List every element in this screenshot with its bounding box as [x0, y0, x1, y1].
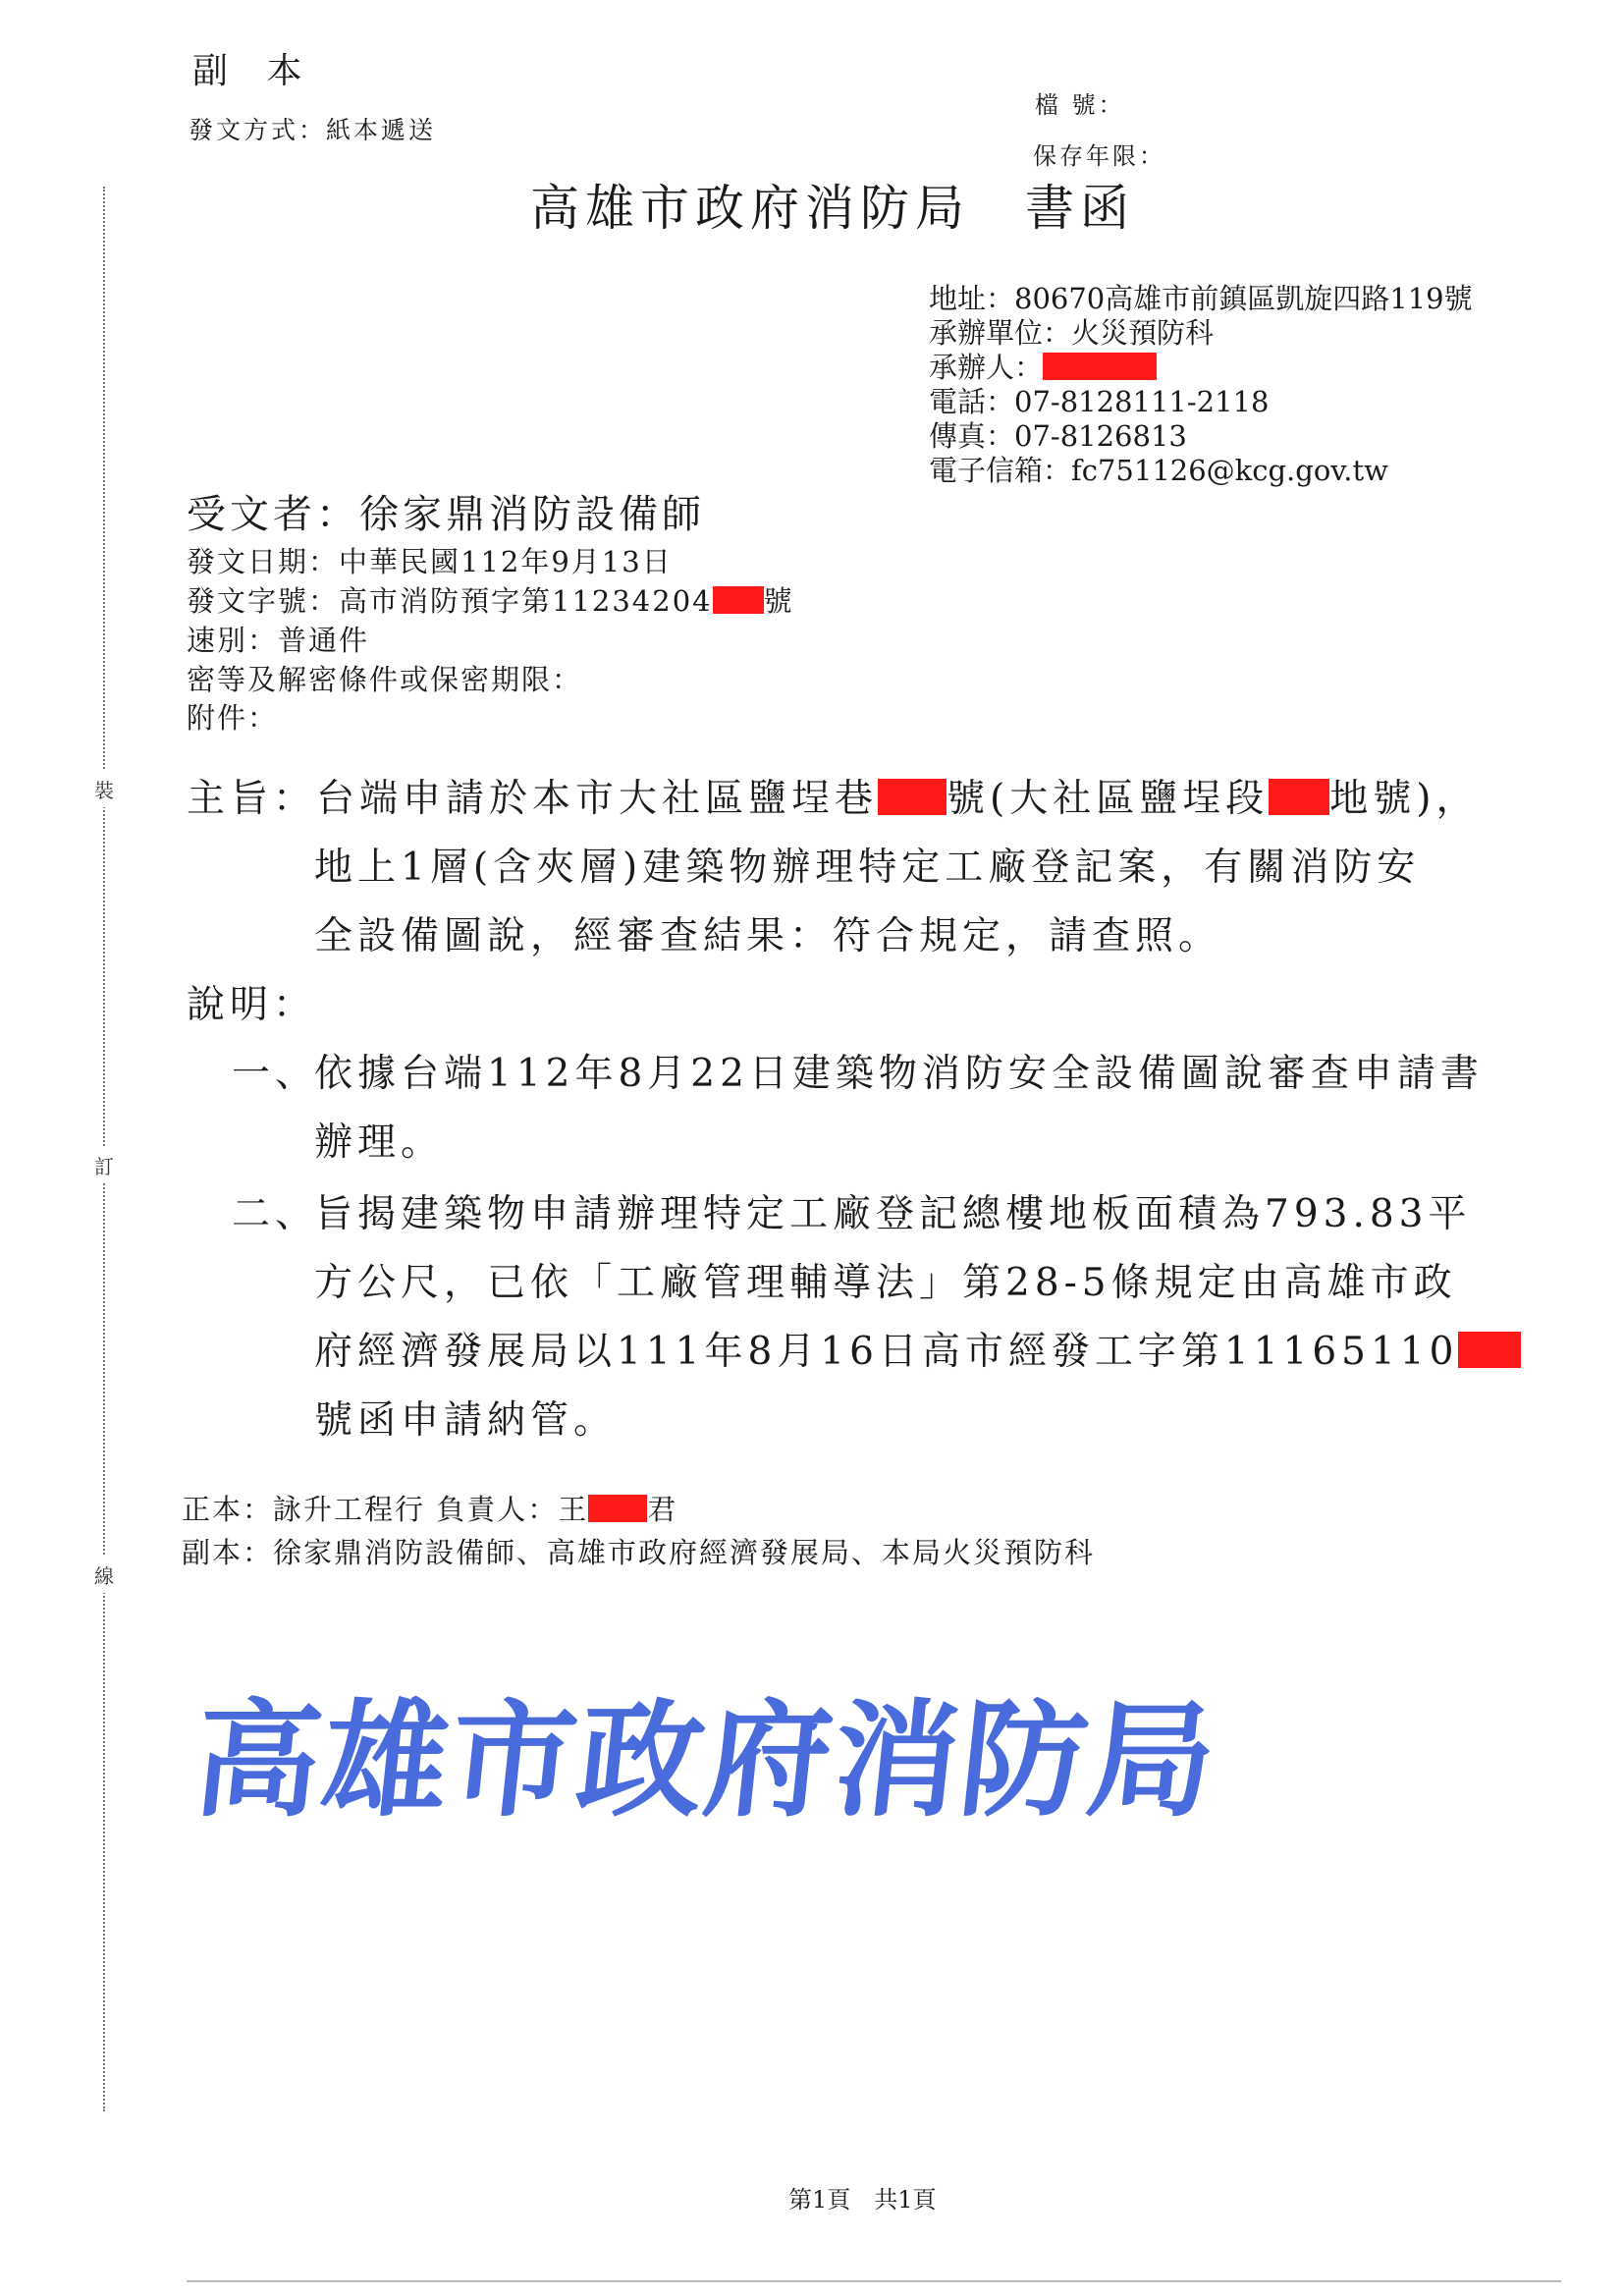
redaction-block [1269, 779, 1329, 815]
explanation-item-1-line-2: 辦理。 [314, 1121, 445, 1165]
explanation-item-2-line-1: 旨揭建築物申請辦理特定工廠登記總樓地板面積為793.83平 [314, 1192, 1472, 1236]
explanation-item-2-text-3: 府經濟發展局以111年8月16日高市經發工字第11165110 [314, 1330, 1459, 1374]
redaction-block [1043, 353, 1157, 380]
contact-officer-label: 承辦人： [929, 351, 1044, 384]
binding-mark-xian: 線 [94, 1557, 114, 1593]
redaction-block [713, 586, 764, 614]
subject-text-1a: 台端申請於本市大社區鹽埕巷 [316, 777, 879, 821]
binding-mark-ding: 訂 [94, 1147, 114, 1183]
copy-recipients: 副本：徐家鼎消防設備師、高雄市政府經濟發展局、本局火災預防科 [182, 1536, 1096, 1569]
delivery-speed: 速別：普通件 [187, 624, 370, 657]
contact-address: 地址：80670高雄市前鎮區凱旋四路119號 [929, 282, 1473, 315]
page-footer: 第1頁 共1頁 [788, 2186, 937, 2214]
original-recipient-suffix: 君 [647, 1493, 678, 1526]
subject-line-2: 地上1層(含夾層)建築物辦理特定工廠登記案，有關消防安 [314, 846, 1421, 890]
subject-line-3: 全設備圖說，經審查結果：符合規定，請查照。 [314, 914, 1222, 958]
redaction-block [588, 1495, 647, 1522]
contact-officer [929, 351, 1473, 385]
original-recipient-text: 正本：詠升工程行 負責人：王 [182, 1493, 589, 1526]
document-title: 高雄市政府消防局 書函 [530, 180, 1135, 237]
retention-period: 保存年限： [1033, 142, 1165, 170]
agency-seal: 高雄市政府消防局 [187, 1688, 1224, 1834]
scan-edge [187, 2280, 1561, 2282]
subject-text-1c: 地號)， [1329, 777, 1480, 821]
issue-date: 發文日期：中華民國112年9月13日 [187, 545, 673, 578]
original-recipient [182, 1488, 677, 1528]
subject-label: 主旨： [187, 777, 317, 821]
contact-unit: 承辦單位：火災預防科 [929, 316, 1215, 350]
explanation-item-2-line-3 [314, 1321, 1521, 1376]
contact-block [929, 282, 1473, 488]
binding-mark-zhuang: 裝 [94, 771, 114, 807]
explanation-item-2-line-4: 號函申請納管。 [314, 1398, 618, 1443]
delivery-method: 發文方式：紙本遞送 [189, 116, 437, 144]
file-number: 檔 號： [1035, 91, 1125, 119]
contact-email: 電子信箱：fc751126@kcg.gov.tw [929, 454, 1388, 487]
reference-number [187, 579, 794, 620]
subject-text-1b: 號(大社區鹽埕段 [947, 777, 1270, 821]
subject-line-1 [187, 768, 1479, 823]
explanation-label: 說明： [187, 983, 317, 1027]
recipient: 受文者：徐家鼎消防設備師 [187, 492, 705, 537]
attachments: 附件： [187, 701, 279, 735]
redaction-block [1458, 1332, 1521, 1368]
explanation-item-1-number: 一、 [232, 1052, 319, 1096]
reference-number-text: 發文字號：高市消防預字第11234204 [187, 584, 713, 618]
contact-fax: 傳真：07-8126813 [929, 419, 1187, 453]
redaction-block [878, 779, 947, 815]
explanation-item-2-number: 二、 [232, 1192, 319, 1236]
reference-number-suffix: 號 [763, 584, 794, 618]
secrecy-level: 密等及解密條件或保密期限： [187, 663, 583, 696]
copy-mark: 副 本 [192, 51, 316, 91]
explanation-item-1-line-1: 依據台端112年8月22日建築物消防安全設備圖說審查申請書 [314, 1052, 1484, 1096]
contact-phone: 電話：07-8128111-2118 [929, 385, 1270, 418]
explanation-item-2-line-2: 方公尺，已依「工廠管理輔導法」第28-5條規定由高雄市政 [314, 1261, 1457, 1305]
